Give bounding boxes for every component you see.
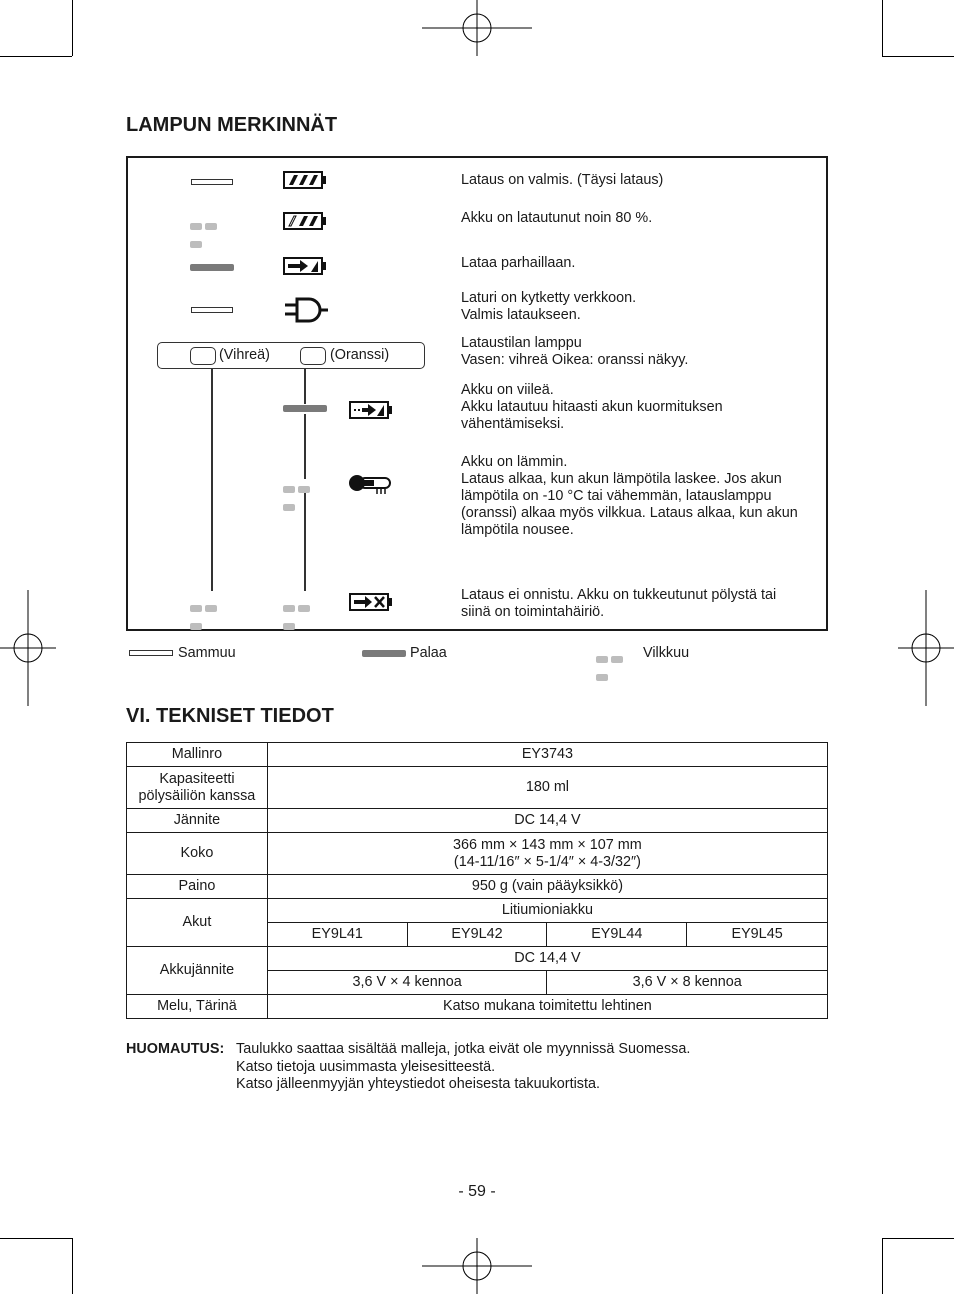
lamp-blink-indicator	[190, 217, 234, 224]
battery-cells: 3,6 V × 8 kennoa	[547, 971, 828, 995]
lamp-on-indicator	[283, 405, 327, 412]
spec-label: Paino	[127, 875, 268, 899]
table-row	[127, 947, 828, 971]
lamp-off-indicator	[191, 179, 233, 185]
battery-error-icon	[349, 592, 393, 612]
lamp-off-indicator	[191, 307, 233, 313]
legend-on-swatch	[362, 650, 406, 657]
row-plugged-in-text: Laturi on kytketty verkkoon. Valmis lataukseen.	[461, 290, 637, 323]
spec-value: 180 ml	[267, 767, 827, 809]
spec-label: Koko	[127, 833, 268, 875]
table-row	[127, 875, 828, 899]
spec-value: 366 mm × 143 mm × 107 mm (14-11/16″ × 5-1/4″ × 4-3/32″)	[267, 833, 827, 875]
spec-label: Jännite	[127, 809, 268, 833]
battery-model: EY9L44	[547, 923, 687, 947]
table-row	[127, 743, 828, 767]
spec-value: EY3743	[267, 743, 827, 767]
table-row	[127, 809, 828, 833]
page-number: - 59 -	[458, 1183, 496, 1200]
orange-lamp-label: (Oranssi)	[330, 347, 390, 363]
spec-label: Melu, Tärinä	[127, 995, 268, 1019]
orange-lamp-line	[304, 414, 306, 479]
spec-value: DC 14,4 V	[267, 809, 827, 833]
battery-80-icon	[283, 211, 327, 231]
legend-off-swatch	[129, 650, 173, 656]
legend-on-label: Palaa	[410, 645, 447, 661]
battery-cells: 3,6 V × 4 kennoa	[267, 971, 547, 995]
note-label: HUOMAUTUS:	[126, 1041, 225, 1057]
battery-charging-icon	[283, 256, 327, 276]
spec-value: Katso mukana toimitettu lehtinen	[267, 995, 827, 1019]
spec-value: 950 g (vain pääyksikkö)	[267, 875, 827, 899]
orange-lamp-line	[304, 369, 306, 404]
battery-full-icon	[283, 170, 327, 190]
row-warm-text: Akku on lämmin. Lataus alkaa, kun akun lämpötila laskee. Jos akun lämpötila on -10 °C tai vähemmän, latauslamppu (oranssi) alkaa myös vilkkua. Lataus alkaa, kun akun lämpötila nousee.	[461, 454, 798, 538]
table-row	[127, 899, 828, 923]
lamp-blink-indicator	[283, 480, 327, 487]
row-charging-text: Lataa parhaillaan.	[461, 255, 576, 271]
lamp-blink-indicator	[190, 599, 234, 606]
lamp-on-indicator	[190, 264, 234, 271]
note-text: Taulukko saattaa sisältää malleja, jotka eivät ole myynnissä Suomessa. Katso tietoja uusimmasta yleisesitteestä. Katso jälleenmyyjän yhteystiedot oheisesta takuukortista.	[236, 1041, 691, 1092]
orange-lamp-swatch	[300, 347, 326, 365]
section-title-technical-data: VI. TEKNISET TIEDOT	[126, 705, 334, 727]
lamp-blink-indicator	[283, 599, 327, 606]
row-lamp-description-text: Lataustilan lamppu Vasen: vihreä Oikea: oranssi näkyy.	[461, 335, 689, 368]
spec-label: Mallinro	[127, 743, 268, 767]
green-lamp-label: (Vihreä)	[219, 347, 270, 363]
spec-value: Litiumioniakku	[267, 899, 827, 923]
table-row	[127, 767, 828, 809]
registration-mark-icon	[0, 590, 56, 706]
thermometer-icon	[348, 472, 394, 496]
table-row	[127, 833, 828, 875]
battery-cold-icon	[349, 400, 393, 420]
row-80-percent-text: Akku on latautunut noin 80 %.	[461, 210, 653, 226]
orange-lamp-line	[304, 489, 306, 591]
registration-mark-icon	[420, 1236, 534, 1294]
section-title-lamp-indications: LAMPUN MERKINNÄT	[126, 114, 338, 136]
spec-label: Kapasiteetti pölysäiliön kanssa	[127, 767, 268, 809]
row-error-text: Lataus ei onnistu. Akku on tukkeutunut pölystä tai siinä on toimintahäiriö.	[461, 587, 777, 620]
registration-mark-icon	[420, 0, 534, 60]
legend-blink-label: Vilkkuu	[643, 645, 690, 661]
battery-model: EY9L42	[407, 923, 547, 947]
battery-model: EY9L41	[267, 923, 407, 947]
spec-table	[126, 742, 828, 1019]
legend-off-label: Sammuu	[178, 645, 236, 661]
green-lamp-line	[211, 369, 213, 591]
plug-icon	[283, 297, 329, 323]
spec-label: Akut	[127, 899, 268, 947]
registration-mark-icon	[898, 590, 954, 706]
spec-label: Akkujännite	[127, 947, 268, 995]
table-row	[127, 995, 828, 1019]
row-cold-text: Akku on viileä. Akku latautuu hitaasti akun kuormituksen vähentämiseksi.	[461, 382, 723, 432]
row-full-charge-text: Lataus on valmis. (Täysi lataus)	[461, 172, 664, 188]
battery-model: EY9L45	[687, 923, 828, 947]
legend-blink-swatch	[596, 650, 640, 657]
green-lamp-swatch	[190, 347, 216, 365]
spec-value: DC 14,4 V	[267, 947, 827, 971]
